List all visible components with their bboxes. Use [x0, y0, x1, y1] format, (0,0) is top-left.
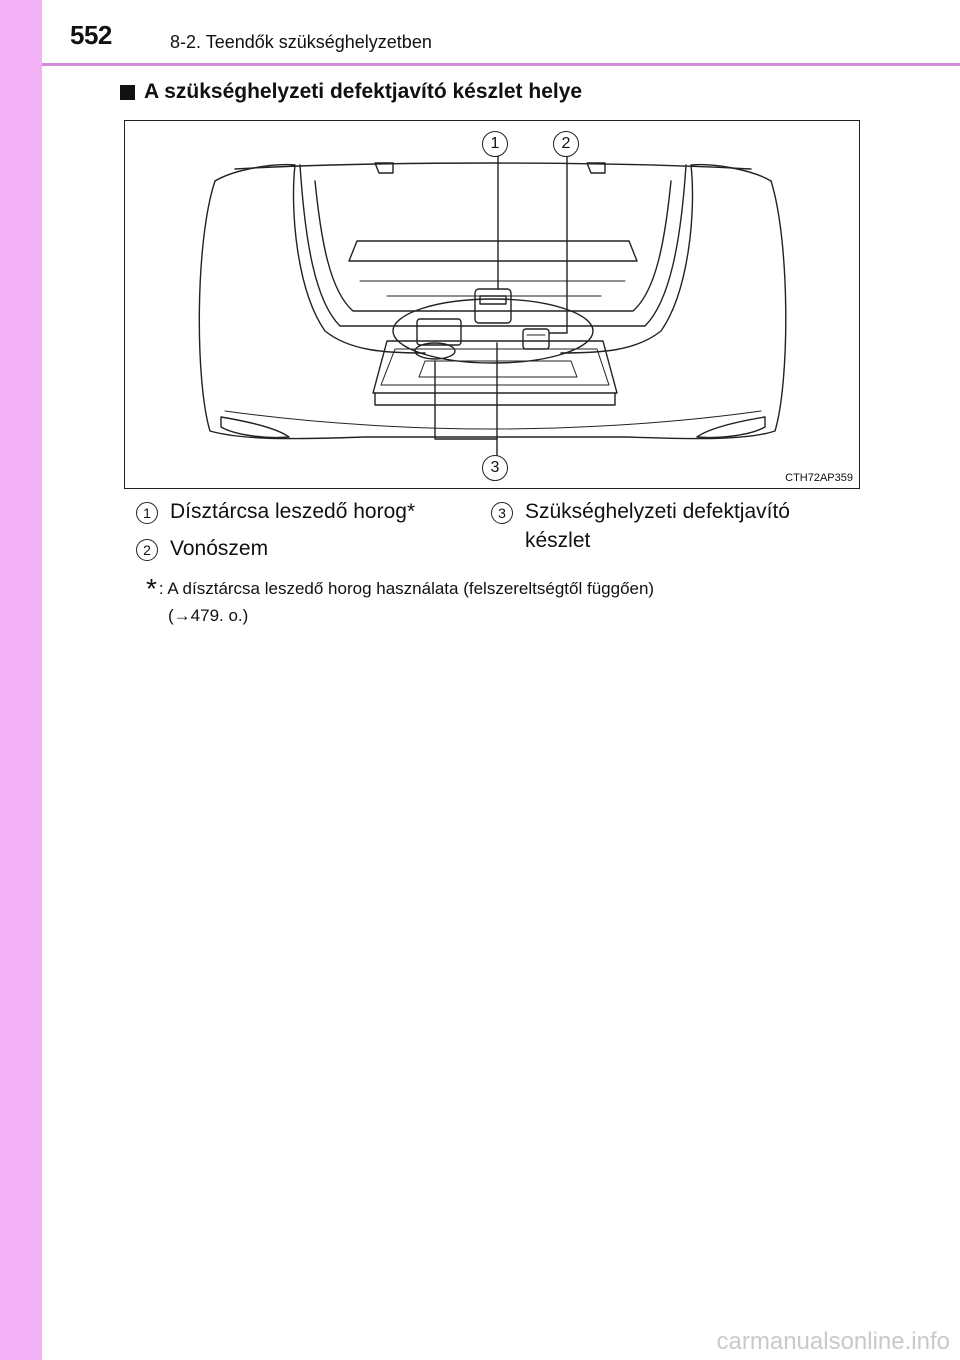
- figure-callout-1: 1: [482, 131, 508, 157]
- side-strip: [0, 0, 42, 1360]
- legend-item-3-line2: készlet: [525, 529, 591, 552]
- legend-item-3: [525, 497, 790, 555]
- header-rule: [42, 63, 960, 66]
- watermark: carmanualsonline.info: [716, 1328, 950, 1355]
- footnote-marker: *: [146, 573, 157, 604]
- legend-num-3: 3: [491, 502, 513, 524]
- legend-item-3-line1: Szükséghelyzeti defektjavító: [525, 500, 790, 523]
- black-square-icon: [120, 85, 135, 100]
- page-number: 552: [70, 20, 112, 50]
- footnote-line2: (→479. o.): [168, 606, 249, 625]
- legend-num-1: 1: [136, 502, 158, 524]
- section-heading: [120, 80, 582, 104]
- footnote-line1: : A dísztárcsa leszedő horog használata (felszereltségtől függően): [158, 579, 655, 598]
- footnote: [146, 575, 654, 629]
- figure-callout-3: 3: [482, 455, 508, 481]
- figure-code: CTH72AP359: [785, 472, 853, 484]
- figure-callout-2: 2: [553, 131, 579, 157]
- section-heading-text: A szükséghelyzeti defektjavító készlet helye: [144, 80, 583, 103]
- legend-num-2: 2: [136, 539, 158, 561]
- legend-item-2: Vonószem: [170, 537, 269, 560]
- figure-frame: [124, 120, 860, 489]
- legend-item-1: Dísztárcsa leszedő horog*: [170, 500, 416, 523]
- chapter-title: 8-2. Teendők szükséghelyzetben: [170, 32, 432, 52]
- car-trunk-illustration: [125, 121, 860, 489]
